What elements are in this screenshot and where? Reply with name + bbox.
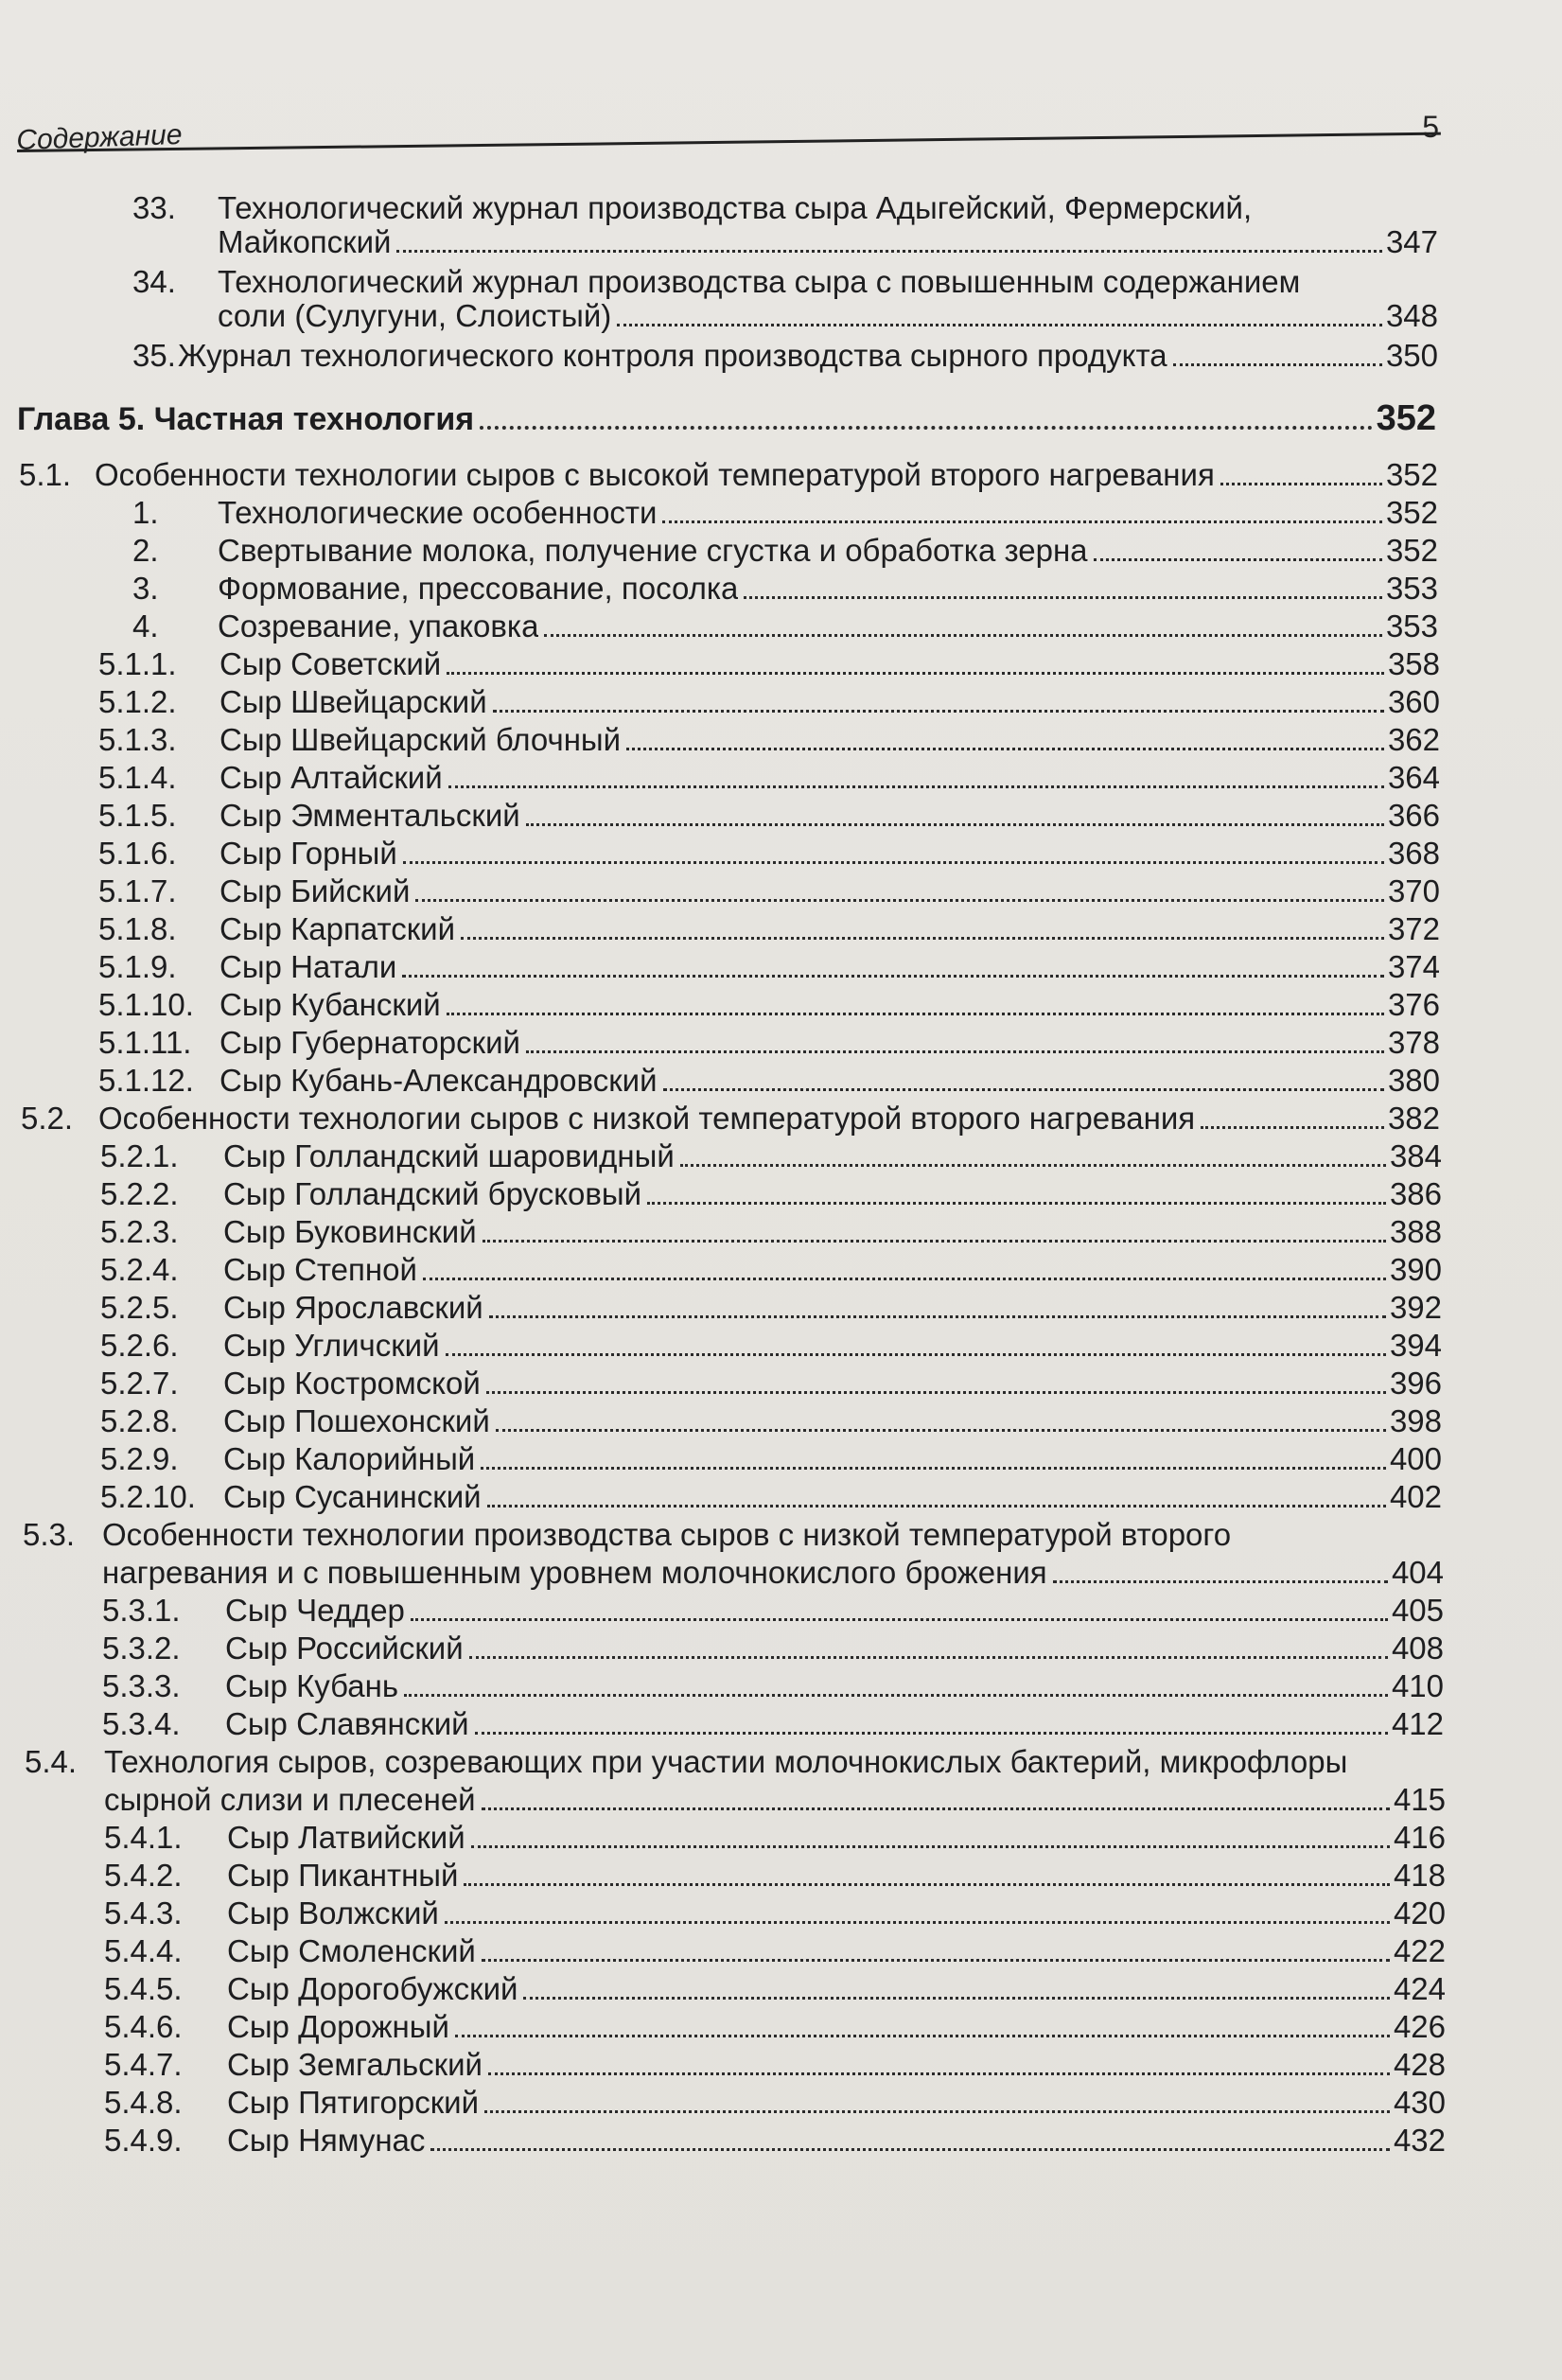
- item-page: 416: [1393, 1820, 1446, 1855]
- step-page: 352: [1385, 495, 1438, 530]
- chapter-page: 352: [1376, 398, 1436, 438]
- item-title: Сыр Швейцарский: [219, 684, 487, 719]
- section-page: 352: [1385, 457, 1438, 492]
- item-title: Сыр Голландский шаровидный: [223, 1138, 675, 1173]
- item-number: 5.2.2.: [100, 1176, 179, 1211]
- dot-leader: [415, 899, 1384, 902]
- item-page: 386: [1389, 1176, 1442, 1211]
- item-number: 5.4.2.: [104, 1858, 183, 1893]
- item-page: 366: [1387, 798, 1440, 833]
- dot-leader: [483, 1240, 1386, 1243]
- dot-leader: [486, 1391, 1386, 1394]
- dot-leader: [1220, 483, 1382, 485]
- item-number: 5.1.11.: [98, 1025, 192, 1060]
- step-number: 4.: [132, 608, 159, 643]
- toc-section-5-4-line1: [25, 1743, 1444, 1781]
- toc-section-5-2[interactable]: [21, 1100, 1440, 1137]
- dot-leader: [445, 1921, 1390, 1924]
- section-page: 415: [1393, 1782, 1446, 1817]
- item-page: 426: [1393, 2009, 1446, 2044]
- toc-item[interactable]: [104, 1932, 1446, 1970]
- toc-entry-35[interactable]: [132, 337, 1438, 375]
- step-title: Технологические особенности: [218, 495, 658, 530]
- toc-item[interactable]: [100, 1402, 1442, 1440]
- item-number: 5.4.5.: [104, 1971, 183, 2006]
- section-title: Особенности технологии производства сыров с низкой температурой второго: [102, 1517, 1232, 1552]
- item-number: 5.1.1.: [98, 646, 177, 681]
- toc-item[interactable]: [98, 873, 1440, 910]
- item-number: 5.2.7.: [100, 1366, 179, 1401]
- section-number: 5.3.: [23, 1517, 76, 1552]
- toc-item[interactable]: [98, 986, 1440, 1024]
- toc-item[interactable]: [102, 1705, 1444, 1743]
- item-number: 5.2.5.: [100, 1290, 179, 1325]
- toc-item[interactable]: [98, 797, 1440, 835]
- item-number: 5.4.6.: [104, 2009, 183, 2044]
- item-title: Сыр Губернаторский: [219, 1025, 520, 1060]
- toc-item[interactable]: [98, 835, 1440, 873]
- dot-leader: [484, 2110, 1390, 2113]
- item-number: 5.4.7.: [104, 2047, 183, 2082]
- item-number: 5.1.6.: [98, 836, 177, 871]
- item-title: Сыр Карпатский: [219, 911, 456, 946]
- item-page: 380: [1387, 1063, 1440, 1098]
- item-title: Сыр Кубанский: [219, 987, 441, 1022]
- item-title: Сыр Степной: [223, 1252, 417, 1287]
- toc-item[interactable]: [102, 1667, 1444, 1705]
- dot-leader: [404, 1694, 1388, 1697]
- item-title: Сыр Волжский: [227, 1895, 439, 1930]
- dot-leader: [1053, 1580, 1388, 1583]
- item-page: 410: [1391, 1668, 1444, 1703]
- entry-title: Журнал технологического контроля производства сырного продукта: [178, 338, 1167, 373]
- entry-page: 348: [1385, 298, 1438, 333]
- running-title: Содержание: [15, 118, 184, 157]
- item-title: Сыр Сусанинский: [223, 1479, 482, 1514]
- item-page: 412: [1391, 1706, 1444, 1741]
- item-title: Сыр Российский: [225, 1631, 464, 1666]
- step-page: 352: [1385, 533, 1438, 568]
- step-number: 3.: [132, 571, 159, 606]
- dot-leader: [526, 823, 1384, 826]
- entry-number: 34.: [132, 264, 176, 299]
- section-number: 5.4.: [25, 1744, 78, 1779]
- step-page: 353: [1385, 571, 1438, 606]
- section-number: 5.1.: [19, 457, 72, 492]
- dot-leader: [402, 975, 1384, 978]
- item-page: 360: [1387, 684, 1440, 719]
- item-title: Сыр Латвийский: [227, 1820, 465, 1855]
- item-page: 402: [1389, 1479, 1442, 1514]
- toc-item[interactable]: [104, 2008, 1446, 2046]
- dot-leader: [455, 2035, 1390, 2037]
- toc-item[interactable]: [100, 1213, 1442, 1251]
- section-title: сырной слизи и плесеней: [104, 1782, 476, 1817]
- item-number: 5.1.12.: [98, 1063, 194, 1098]
- item-page: 422: [1393, 1933, 1446, 1968]
- item-number: 5.2.6.: [100, 1328, 179, 1363]
- item-number: 5.3.1.: [102, 1593, 181, 1628]
- step-number: 1.: [132, 495, 159, 530]
- header-rule: [17, 132, 1441, 152]
- toc-item[interactable]: [104, 1895, 1446, 1932]
- item-page: 358: [1387, 646, 1440, 681]
- toc-chapter-5[interactable]: [17, 399, 1436, 438]
- item-number: 5.4.3.: [104, 1895, 183, 1930]
- section-title: нагревания и с повышенным уровнем молочнокислого брожения: [102, 1555, 1047, 1590]
- running-head: [17, 112, 1441, 168]
- toc-item[interactable]: [100, 1365, 1442, 1402]
- step-title: Формование, прессование, посолка: [218, 571, 739, 606]
- item-page: 396: [1389, 1366, 1442, 1401]
- page-number: 5: [1422, 110, 1439, 144]
- item-number: 5.2.9.: [100, 1441, 179, 1476]
- dot-leader: [526, 1050, 1384, 1053]
- toc-item[interactable]: [98, 1062, 1440, 1100]
- toc-section-5-3-line1: [23, 1516, 1442, 1554]
- dot-leader: [447, 1013, 1384, 1015]
- toc-item[interactable]: [104, 2046, 1446, 2084]
- toc-section-5-1[interactable]: [19, 456, 1438, 494]
- item-page: 430: [1393, 2085, 1446, 2120]
- dot-leader: [663, 1088, 1384, 1091]
- item-number: 5.1.7.: [98, 873, 177, 908]
- step-title: Созревание, упаковка: [218, 608, 539, 643]
- item-number: 5.4.1.: [104, 1820, 183, 1855]
- item-title: Сыр Костромской: [223, 1366, 481, 1401]
- toc-item[interactable]: [104, 1857, 1446, 1895]
- dot-leader: [480, 426, 1373, 430]
- item-number: 5.1.9.: [98, 949, 177, 984]
- toc-item[interactable]: [100, 1327, 1442, 1365]
- item-title: Сыр Дорожный: [227, 2009, 449, 2044]
- toc-entry-34-line1: [132, 263, 1438, 301]
- dot-leader: [1094, 558, 1382, 561]
- item-title: Сыр Голландский брусковый: [223, 1176, 642, 1211]
- item-title: Сыр Натали: [219, 949, 397, 984]
- item-page: 428: [1393, 2047, 1446, 2082]
- toc-item[interactable]: [98, 759, 1440, 797]
- toc-entry-33-line2[interactable]: [218, 223, 1438, 261]
- item-page: 384: [1389, 1138, 1442, 1173]
- dot-leader: [446, 1353, 1386, 1356]
- dot-leader: [617, 324, 1382, 326]
- toc-item[interactable]: [104, 2084, 1446, 2122]
- dot-leader: [1173, 363, 1382, 366]
- item-title: Сыр Ярославский: [223, 1290, 483, 1325]
- item-page: 420: [1393, 1895, 1446, 1930]
- item-page: 408: [1391, 1631, 1444, 1666]
- item-number: 5.1.8.: [98, 911, 177, 946]
- toc-section-5-3-line2[interactable]: [102, 1554, 1444, 1592]
- dot-leader: [411, 1618, 1388, 1621]
- item-title: Сыр Нямунас: [227, 2123, 426, 2158]
- chapter-title: Глава 5. Частная технология: [17, 401, 475, 437]
- item-page: 370: [1387, 873, 1440, 908]
- item-page: 362: [1387, 722, 1440, 757]
- item-number: 5.2.10.: [100, 1479, 196, 1514]
- item-title: Сыр Земгальский: [227, 2047, 483, 2082]
- toc-step[interactable]: [132, 608, 1438, 645]
- step-number: 2.: [132, 533, 159, 568]
- dot-leader: [430, 2148, 1390, 2151]
- toc-section-5-4-line2[interactable]: [104, 1781, 1446, 1819]
- toc-item[interactable]: [100, 1137, 1442, 1175]
- toc-entry-33-line1: [132, 189, 1438, 227]
- dot-leader: [403, 861, 1384, 864]
- section-number: 5.2.: [21, 1101, 74, 1136]
- toc-item[interactable]: [104, 1819, 1446, 1857]
- item-number: 5.3.2.: [102, 1631, 181, 1666]
- item-number: 5.2.3.: [100, 1214, 179, 1249]
- step-title: Свертывание молока, получение сгустка и обработка зерна: [218, 533, 1088, 568]
- item-number: 5.1.10.: [98, 987, 194, 1022]
- item-title: Сыр Славянский: [225, 1706, 469, 1741]
- dot-leader: [744, 596, 1382, 599]
- dot-leader: [464, 1883, 1389, 1886]
- section-page: 404: [1391, 1555, 1444, 1590]
- item-title: Сыр Кубань: [225, 1668, 399, 1703]
- toc-item[interactable]: [98, 948, 1440, 986]
- item-number: 5.1.2.: [98, 684, 177, 719]
- dot-leader: [493, 710, 1384, 713]
- item-title: Сыр Буковинский: [223, 1214, 477, 1249]
- item-title: Сыр Калорийный: [223, 1441, 476, 1476]
- dot-leader: [489, 1315, 1386, 1318]
- toc-item[interactable]: [100, 1440, 1442, 1478]
- item-page: 364: [1387, 760, 1440, 795]
- item-page: 418: [1393, 1858, 1446, 1893]
- item-number: 5.4.9.: [104, 2123, 183, 2158]
- item-page: 372: [1387, 911, 1440, 946]
- toc-step[interactable]: [132, 570, 1438, 608]
- item-page: 368: [1387, 836, 1440, 871]
- item-title: Сыр Угличский: [223, 1328, 440, 1363]
- item-page: 374: [1387, 949, 1440, 984]
- item-page: 392: [1389, 1290, 1442, 1325]
- item-title: Сыр Горный: [219, 836, 397, 871]
- item-page: 394: [1389, 1328, 1442, 1363]
- dot-leader: [475, 1732, 1388, 1735]
- dot-leader: [423, 1278, 1386, 1280]
- item-title: Сыр Чеддер: [225, 1593, 405, 1628]
- item-page: 378: [1387, 1025, 1440, 1060]
- dot-leader: [396, 250, 1381, 253]
- toc-item[interactable]: [104, 1970, 1446, 2008]
- item-page: 405: [1391, 1593, 1444, 1628]
- dot-leader: [496, 1429, 1386, 1432]
- entry-number: 33.: [132, 190, 176, 225]
- entry-title: соли (Сулугуни, Слоистый): [218, 298, 612, 333]
- entry-title: Технологический журнал производства сыра Адыгейский, Фермерский,: [218, 190, 1253, 225]
- dot-leader: [626, 748, 1384, 750]
- entry-number: 35.: [132, 338, 176, 373]
- item-title: Сыр Смоленский: [227, 1933, 476, 1968]
- dot-leader: [488, 2072, 1390, 2075]
- item-number: 5.3.3.: [102, 1668, 181, 1703]
- dot-leader: [662, 520, 1381, 523]
- toc-item[interactable]: [104, 2122, 1446, 2160]
- toc-item[interactable]: [100, 1478, 1442, 1516]
- entry-page: 350: [1385, 338, 1438, 373]
- item-title: Сыр Пятигорский: [227, 2085, 480, 2120]
- section-title: Технология сыров, созревающих при участии молочнокислых бактерий, микрофлоры: [104, 1744, 1348, 1779]
- item-page: 432: [1393, 2123, 1446, 2158]
- toc-item[interactable]: [102, 1630, 1444, 1667]
- item-title: Сыр Пошехонский: [223, 1403, 490, 1438]
- section-title: Особенности технологии сыров с низкой температурой второго нагревания: [98, 1101, 1196, 1136]
- item-title: Сыр Кубань-Александровский: [219, 1063, 658, 1098]
- item-title: Сыр Эмментальский: [219, 798, 520, 833]
- item-number: 5.4.8.: [104, 2085, 183, 2120]
- item-number: 5.2.4.: [100, 1252, 179, 1287]
- item-number: 5.1.3.: [98, 722, 177, 757]
- dot-leader: [447, 672, 1384, 675]
- item-number: 5.1.4.: [98, 760, 177, 795]
- item-page: 388: [1389, 1214, 1442, 1249]
- toc-item[interactable]: [100, 1251, 1442, 1289]
- section-page: 382: [1387, 1101, 1440, 1136]
- dot-leader: [1201, 1126, 1384, 1129]
- toc-item[interactable]: [98, 683, 1440, 721]
- entry-page: 347: [1385, 224, 1438, 259]
- toc-entry-34-line2[interactable]: [218, 297, 1438, 335]
- item-page: 376: [1387, 987, 1440, 1022]
- item-number: 5.4.4.: [104, 1933, 183, 1968]
- step-page: 353: [1385, 608, 1438, 643]
- toc-item[interactable]: [98, 1024, 1440, 1062]
- toc-item[interactable]: [102, 1592, 1444, 1630]
- dot-leader: [680, 1164, 1386, 1167]
- item-number: 5.2.1.: [100, 1138, 179, 1173]
- entry-title: Технологический журнал производства сыра с повышенным содержанием: [218, 264, 1301, 299]
- dot-leader: [469, 1656, 1388, 1659]
- dot-leader: [461, 937, 1384, 940]
- toc-item[interactable]: [100, 1175, 1442, 1213]
- dot-leader: [481, 1467, 1386, 1470]
- item-number: 5.3.4.: [102, 1706, 181, 1741]
- toc-item[interactable]: [98, 645, 1440, 683]
- toc-step[interactable]: [132, 494, 1438, 532]
- item-page: 424: [1393, 1971, 1446, 2006]
- item-title: Сыр Алтайский: [219, 760, 443, 795]
- dot-leader: [523, 1997, 1389, 2000]
- item-page: 390: [1389, 1252, 1442, 1287]
- item-number: 5.2.8.: [100, 1403, 179, 1438]
- item-title: Сыр Советский: [219, 646, 442, 681]
- item-title: Сыр Пикантный: [227, 1858, 459, 1893]
- dot-leader: [647, 1202, 1386, 1205]
- section-title: Особенности технологии сыров с высокой температурой второго нагревания: [95, 457, 1215, 492]
- dot-leader: [487, 1505, 1386, 1507]
- item-title: Сыр Бийский: [219, 873, 411, 908]
- dot-leader: [471, 1845, 1390, 1848]
- dot-leader: [544, 634, 1381, 637]
- item-title: Сыр Дорогобужский: [227, 1971, 518, 2006]
- toc-step[interactable]: [132, 532, 1438, 570]
- item-title: Сыр Швейцарский блочный: [219, 722, 622, 757]
- dot-leader: [482, 1959, 1390, 1962]
- toc-item[interactable]: [100, 1289, 1442, 1327]
- item-number: 5.1.5.: [98, 798, 177, 833]
- dot-leader: [448, 785, 1384, 788]
- toc-item[interactable]: [98, 910, 1440, 948]
- dot-leader: [482, 1807, 1390, 1810]
- item-page: 398: [1389, 1403, 1442, 1438]
- entry-title: Майкопский: [218, 224, 392, 259]
- toc-item[interactable]: [98, 721, 1440, 759]
- item-page: 400: [1389, 1441, 1442, 1476]
